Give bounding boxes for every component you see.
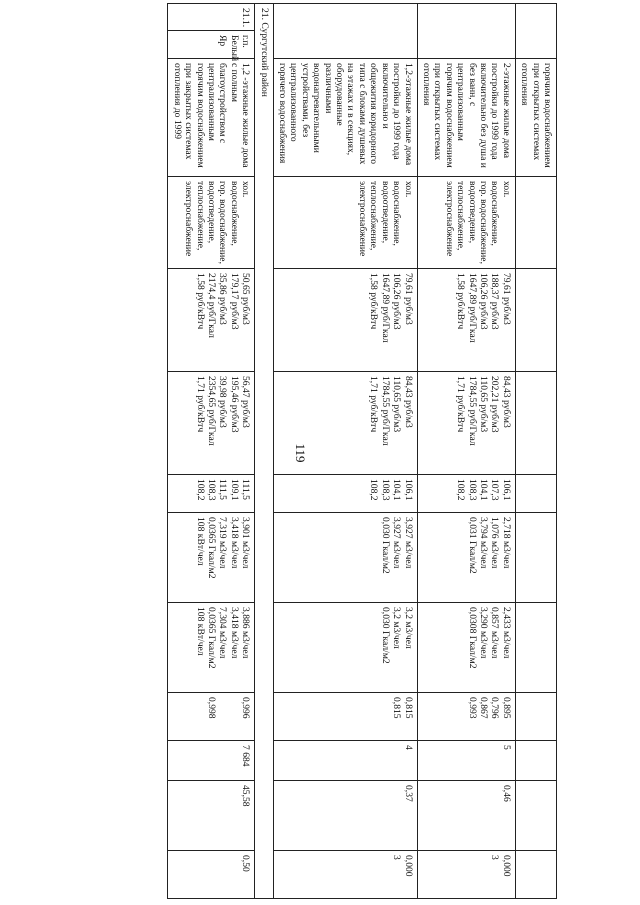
table-cell: 0,000 3	[417, 851, 515, 899]
table-cell: 0,37	[273, 781, 417, 851]
table-cell: 21.1.	[168, 4, 255, 31]
page-number: 119	[293, 443, 308, 463]
table-cell	[515, 741, 556, 781]
table-cell: 50,65 руб/м3 179,17 руб/м3 35,86 руб/м3 2174,4 руб/Гкал 1,58 руб/кВтч	[168, 269, 255, 372]
table-cell	[515, 781, 556, 851]
table-cell: 0,895 0,796 0,867 0,993	[417, 693, 515, 741]
table-cell	[515, 513, 556, 603]
section-row	[255, 4, 273, 899]
table-cell: хол. водоснабжение, гор. водоснабжение, водоотведение, теплоснабжение, электроснабжение	[417, 177, 515, 269]
table-cell	[515, 851, 556, 899]
table-cell: 45,58	[168, 781, 255, 851]
table-cell: 2,433 м3/чел 0,857 м3/чел 3,290 м3/чел 0,0308 Гкал/м2	[417, 603, 515, 693]
table-row	[168, 4, 255, 899]
table-row	[273, 4, 417, 899]
table-cell: 106,1 107,3 104,1 108,3 108,2	[417, 475, 515, 513]
table-cell: 0,815 0,815	[273, 693, 417, 741]
table-cell: 21. Сургутский район	[255, 4, 273, 899]
table-cell: 0,50	[168, 851, 255, 899]
table-cell: 106,1 104,1 108,3 108,2	[273, 475, 417, 513]
table-cell: 5	[417, 741, 515, 781]
table-cell	[515, 4, 556, 59]
table-row	[417, 4, 515, 899]
table-cell: 111,5 109,1 111,5 108,3 108,2	[168, 475, 255, 513]
table-cell: 0,996 0,998	[168, 693, 255, 741]
table-cell	[273, 4, 417, 59]
table-cell: 2-этажные жилые дома постройки до 1999 года включительно без душа и без ванн, с централизованным горячим водоснабжением при открытых системах отопления	[417, 59, 515, 177]
tariff-table	[167, 3, 557, 899]
table-cell: 84,43 руб/м3 110,65 руб/м3 1784,55 руб/Гкал 1,71 руб/кВтч	[273, 372, 417, 475]
table-cell: 56,47 руб/м3 195,46 руб/м3 39,98 руб/м3 2354,65 руб/Гкал 1,71 руб/кВтч	[168, 372, 255, 475]
table-cell: 1,2-этажные жилые дома постройки до 1999 года включительно и общежития коридорного типа с блоками душевых на этажах и в секциях, оборудованные различными водонагревательными устройствами, без централизованного горячего водоснабжения	[273, 59, 417, 177]
table-cell: 0,46	[417, 781, 515, 851]
table-cell: хол. водоснабжение, водоотведение, теплоснабжение, электроснабжение	[273, 177, 417, 269]
table-cell	[515, 475, 556, 513]
table-cell: 79,61 руб/м3 106,26 руб/м3 1647,89 руб/Гкал 1,58 руб/кВтч	[273, 269, 417, 372]
table-cell	[417, 4, 515, 59]
table-cell: 0,000 3	[273, 851, 417, 899]
table-cell: 79,61 руб/м3 188,37 руб/м3 106,26 руб/м3 1647,89 руб/Гкал 1,58 руб/кВтч	[417, 269, 515, 372]
table-cell: 3,886 м3/чел 3,418 м3/чел 7,304 м3/чел 0,0365 Гкал/м2 108 кВт/чел	[168, 603, 255, 693]
table-cell	[515, 177, 556, 269]
table-cell	[515, 603, 556, 693]
table-row	[515, 4, 556, 899]
table-cell	[515, 269, 556, 372]
table-cell: 4	[273, 741, 417, 781]
table-cell: г.п. Белый Яр	[168, 31, 255, 59]
table-cell: 84,43 руб/м3 202,21 руб/м3 110,65 руб/м3 1784,55 руб/Гкал 1,71 руб/кВтч	[417, 372, 515, 475]
table-cell: 7 684	[168, 741, 255, 781]
table-cell	[515, 693, 556, 741]
table-cell: хол. водоснабжение, гор. водоснабжение, водоотведение, теплоснабжение, электроснабжение	[168, 177, 255, 269]
table-cell	[515, 372, 556, 475]
table-cell: 2,718 м3/чел 1,076 м3/чел 3,794 м3/чел 0,031 Гкал/м2	[417, 513, 515, 603]
table-cell: 3,2 м3/чел 3,2 м3/чел 0,030 Гкал/м2	[273, 603, 417, 693]
table-cell: 3,927 м3/чел 3,927 м3/чел 0,030 Гкал/м2	[273, 513, 417, 603]
table-cell: 1,2 -этажные жилые дома с полным благоустройством с централизованным горячим водоснабжением при закрытых системах отопления до 1999	[168, 59, 255, 177]
tariff-table-sheet	[85, 3, 557, 898]
table-cell: горячим водоснабжением при открытых системах отопления	[515, 59, 556, 177]
table-cell: 3,901 м3/чел 3,418 м3/чел 7,319 м3/чел 0,0365 Гкал/м2 108 кВт/чел	[168, 513, 255, 603]
